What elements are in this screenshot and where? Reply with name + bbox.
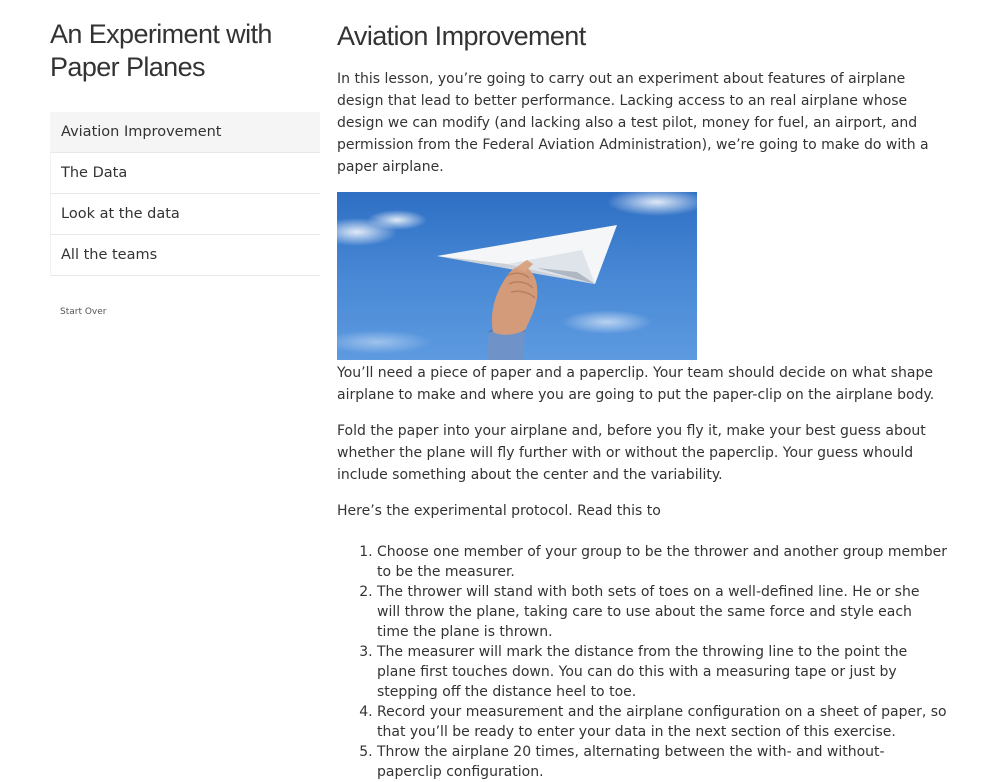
- protocol-step: 4. Record your measurement and the airplane configuration on a sheet of paper, so that you’ll be ready to enter your data in the next section of this exercise.: [377, 702, 947, 742]
- sidebar: [50, 18, 320, 318]
- protocol-steps: [337, 542, 947, 782]
- paper-plane-photo: [337, 192, 697, 360]
- page-title: Aviation Improvement: [337, 21, 586, 51]
- protocol-intro: Here’s the experimental protocol. Read this to: [337, 503, 661, 519]
- protocol-step: 1. Choose one member of your group to be the thrower and another group member to be the measurer.: [377, 542, 947, 582]
- materials-paragraph: You’ll need a piece of paper and a paperclip. Your team should decide on what shape airplane to make and where you are going to put the paper-clip on the airplane body.: [337, 365, 935, 403]
- app-title-line-1: An Experiment with: [50, 19, 272, 49]
- sidebar-item-aviation-improvement[interactable]: Aviation Improvement: [50, 112, 320, 153]
- sidebar-item-all-the-teams[interactable]: All the teams: [50, 235, 320, 276]
- app-title-line-2: Paper Planes: [50, 52, 205, 82]
- protocol-step: 2. The thrower will stand with both sets of toes on a well-defined line. He or she will throw the plane, taking care to use about the same force and style each time the plane is thrown.: [377, 582, 947, 642]
- intro-paragraph: In this lesson, you’re going to carry out an experiment about features of airplane design that lead to better performance. Lacking access to an real airplane whose design we can modify (and lacking also a test pilot, money for fuel, an airport, and permission from the Federal Aviation Administration), we’re going to make do with a paper airplane.: [337, 71, 929, 175]
- sidebar-nav: [50, 112, 320, 276]
- sidebar-item-the-data[interactable]: The Data: [50, 153, 320, 194]
- guess-paragraph: Fold the paper into your airplane and, before you fly it, make your best guess about whether the plane will fly further with or without the paperclip. Your guess whould include something about the center and the variability.: [337, 423, 926, 483]
- app-title: [50, 18, 320, 84]
- start-over-link[interactable]: Start Over: [60, 307, 107, 317]
- main-content: [337, 18, 947, 782]
- protocol-step: 3. The measurer will mark the distance from the throwing line to the point the plane first touches down. You can do this with a measuring tape or just by stepping off the distance heel to toe.: [377, 642, 947, 702]
- sidebar-item-look-at-the-data[interactable]: Look at the data: [50, 194, 320, 235]
- protocol-step: 5. Throw the airplane 20 times, alternating between the with- and without-paperclip configuration.: [377, 742, 947, 782]
